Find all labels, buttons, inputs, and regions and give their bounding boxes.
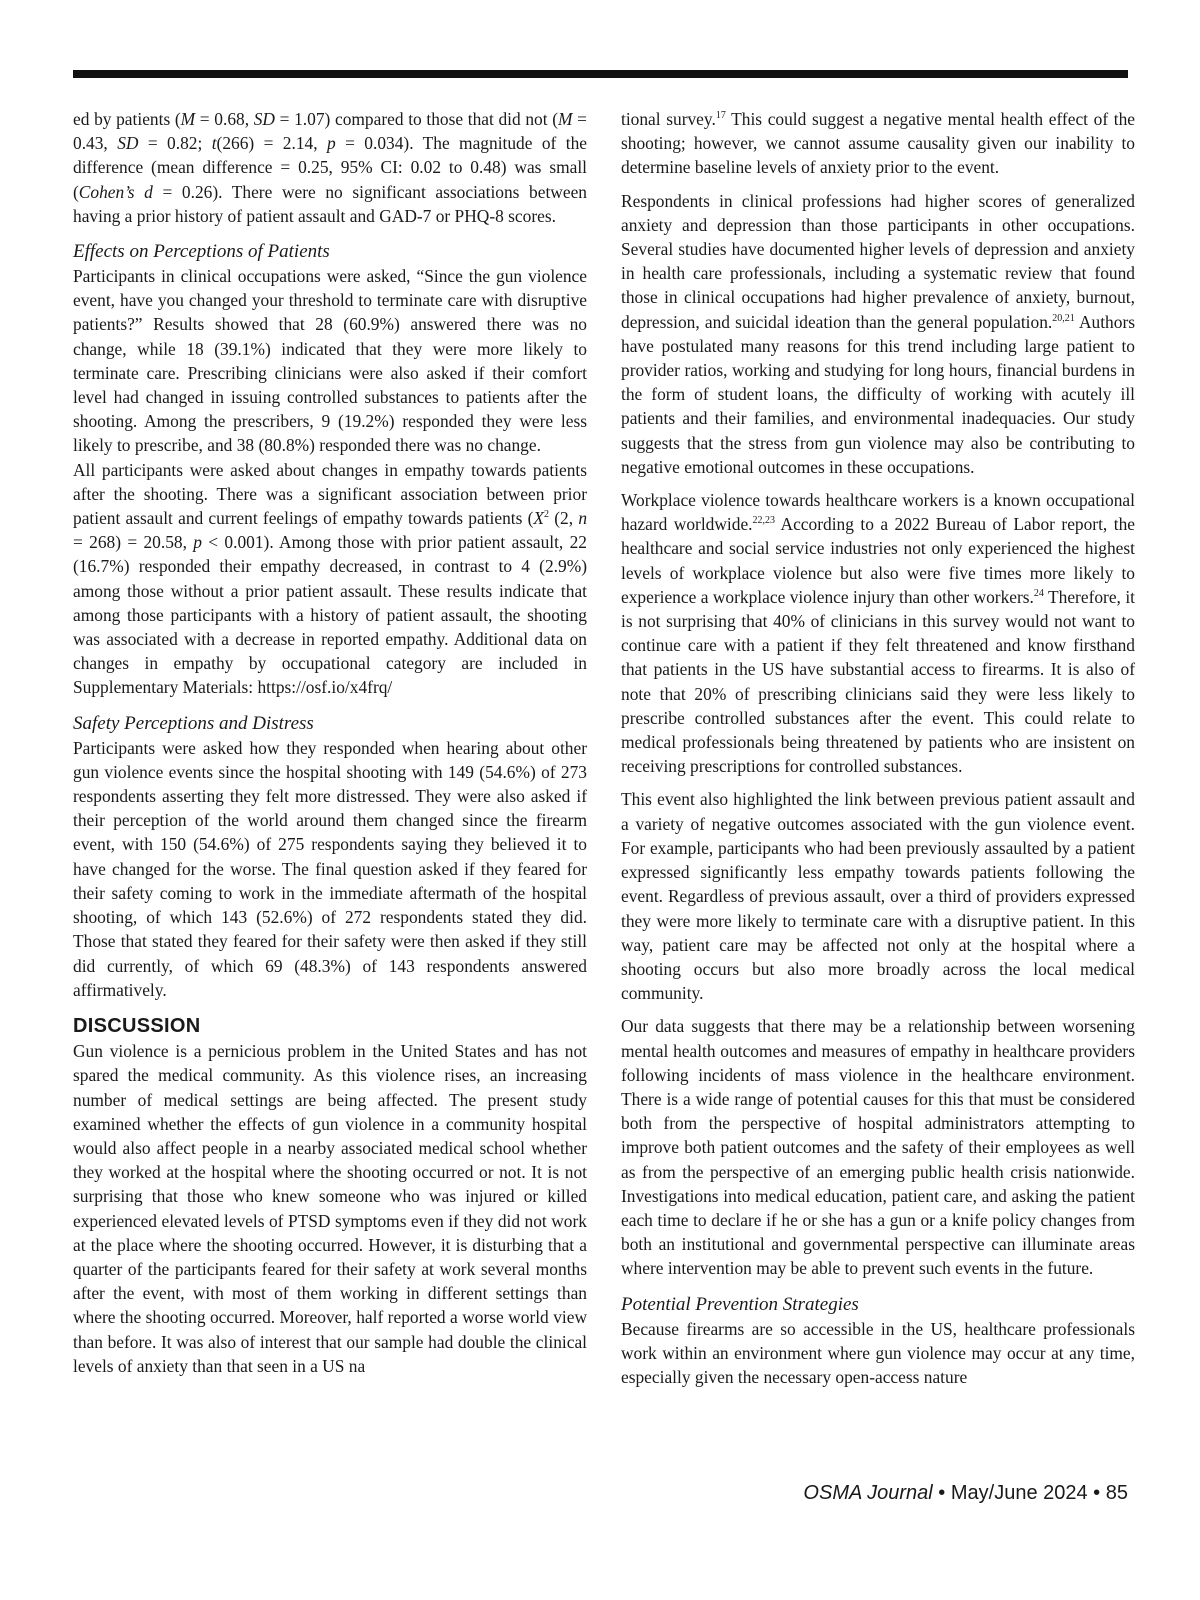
subheading-safety-perceptions: Safety Perceptions and Distress bbox=[73, 712, 314, 734]
subheading-effects-on-perceptions: Effects on Perceptions of Patients bbox=[73, 241, 330, 263]
right-paragraph-3: Workplace violence towards healthcare workers is a known occupational hazard worldwide.$^{22,23}$ According to a 2022 Bureau of Labor report, the healthcare and social service industries not only experienced the highest levels of workplace violence but also were five times more likely to experience a workplace violence injury than other workers.$^{24}$ Therefore, it is not surprising that 40% of clinicians in this survey would not want to continue care with a patient if they felt threatened and know firsthand that patients in the US have substantial access to firearms. It is also of note that 20% of prescribing clinicians said they were less likely to prescribe controlled substances after the event. This could relate to medical professionals being threatened by patients who are insistent on receiving prescriptions for controlled substances. bbox=[621, 490, 1135, 777]
right-paragraph-6: Because firearms are so accessible in the US, healthcare professionals work within an environment where gun violence may occur at any time, especially given the necessary open-access nature bbox=[621, 1318, 1135, 1387]
footer-separator: • bbox=[1087, 1482, 1106, 1504]
footer-journal: OSMA Journal bbox=[803, 1482, 933, 1504]
right-paragraph-4: This event also highlighted the link between previous patient assault and a variety of negative outcomes associated with the gun violence event. For example, participants who had been previously assaulted by a patient expressed significantly less empathy towards patients following the event. Regardless of previous assault, over a third of providers expressed they were more likely to terminate care with a disruptive patient. In this way, patient care may be affected not only at the hospital where a shooting occurs but also more broadly across the local medical community. bbox=[621, 789, 1135, 1004]
left-paragraph-3: All participants were asked about changes in empathy towards patients after the shooting. There was a significant association between prior patient assault and current feelings of empathy towards patients ($X^2$ (2, n = 268) = 20.58, p < 0.001). Among those with prior patient assault, 22 (16.7%) responded their empathy decreased, in contrast to 4 (2.9%) among those without a prior patient assault. These results indicate that among those participants with a history of patient assault, the shooting was associated with a decrease in reported empathy. Additional data on changes in empathy by occupational category are included in Supplementary Materials: https://osf.io/x4frq/ bbox=[73, 459, 588, 698]
right-column bbox=[621, 107, 1135, 1389]
left-paragraph-2: Participants in clinical occupations were asked, “Since the gun violence event, have you changed your threshold to terminate care with disruptive patients?” Results showed that 28 (60.9%) answered there was no change, while 18 (39.1%) indicated that they were more likely to terminate care. Prescribing clinicians were also asked if their comfort level had changed in issuing controlled substances to patients after the shooting. Among the prescribers, 9 (19.2%) responded they were less likely to prescribe, and 38 (80.8%) responded there was no change. bbox=[73, 266, 587, 456]
footer-separator: • bbox=[932, 1482, 951, 1504]
left-column bbox=[73, 107, 587, 1378]
right-paragraph-1: tional survey.$^{17}$ This could suggest a negative mental health effect of the shooting; however, we cannot assume causality given our inability to determine baseline levels of anxiety prior to the event. bbox=[621, 109, 1135, 178]
left-paragraph-5: Gun violence is a pernicious problem in the United States and has not spared the medical community. As this violence rises, an increasing number of medical settings are being affected. The present study examined whether the effects of gun violence in a community hospital would also affect people in a nearby associated medical school whether they worked at the hospital where the shooting occurred or not. It is not surprising that those who knew someone who was injured or killed experienced elevated levels of PTSD symptoms even if they did not work at the place where the shooting occurred. However, it is disturbing that a quarter of the participants feared for their safety at work several months after the event, with most of them working in different settings than where the shooting occurred. Moreover, half reported a worse world view than before. It was also of interest that our sample had double the clinical levels of anxiety than that seen in a US na bbox=[73, 1041, 587, 1376]
right-paragraph-2: Respondents in clinical professions had higher scores of generalized anxiety and depression than those participants in other occupations. Several studies have documented higher levels of depression and anxiety in health care professionals, including a systematic review that found those in clinical occupations had higher prevalence of anxiety, burnout, depression, and suicidal ideation than the general population.$^{20,21}$ Authors have postulated many reasons for this trend including large patient to provider ratios, working and studying for long hours, financial burdens in the form of student loans, the difficulty of working with acutely ill patients and their families, and environmental inadequacies. Our study suggests that the stress from gun violence may also be contributing to negative emotional outcomes in these occupations. bbox=[621, 190, 1135, 477]
right-paragraph-5: Our data suggests that there may be a relationship between worsening mental health outcomes and measures of empathy in healthcare providers following incidents of mass violence in the healthcare environment. There is a wide range of potential causes for this that must be considered both from the perspective of hospital administrators attempting to improve both patient outcomes and the safety of their employees as well as from the perspective of an emerging public health crisis nationwide. Investigations into medical education, patient care, and asking the patient each time to declare if he or she has a gun or a knife policy changes from both an institutional and governmental perspective can illuminate areas where intervention may be able to prevent such events in the future. bbox=[621, 1016, 1135, 1279]
footer-issue: May/June 2024 bbox=[950, 1482, 1088, 1504]
top-rule bbox=[73, 70, 1128, 78]
left-paragraph-1: ed by patients (M = 0.68, SD = 1.07) compared to those that did not (M = 0.43, SD = 0.82; t(266) = 2.14, p = 0.034). The magnitude of the difference (mean difference = 0.25, 95% CI: 0.02 to 0.48) was small (Cohen’s d = 0.26). There were no significant associations between having a prior history of patient assault and GAD-7 or PHQ-8 scores. bbox=[73, 109, 587, 226]
section-heading-discussion: DISCUSSION bbox=[73, 1014, 201, 1037]
subheading-prevention-strategies: Potential Prevention Strategies bbox=[621, 1293, 859, 1315]
page-footer bbox=[803, 1482, 1128, 1505]
footer-page-number: 85 bbox=[1105, 1482, 1128, 1504]
left-paragraph-4: Participants were asked how they responded when hearing about other gun violence events since the hospital shooting with 149 (54.6%) of 273 respondents asserting they felt more distressed. They were also asked if their perception of the world around them changed since the firearm event, with 150 (54.6%) of 275 respondents saying they believed it to have changed for the worse. The final question asked if they feared for their safety coming to work in the immediate aftermath of the hospital shooting, of which 143 (52.6%) of 272 respondents stated they did. Those that stated they feared for their safety were then asked if they still did currently, of which 69 (48.3%) of 143 respondents answered affirmatively. bbox=[73, 737, 587, 1000]
